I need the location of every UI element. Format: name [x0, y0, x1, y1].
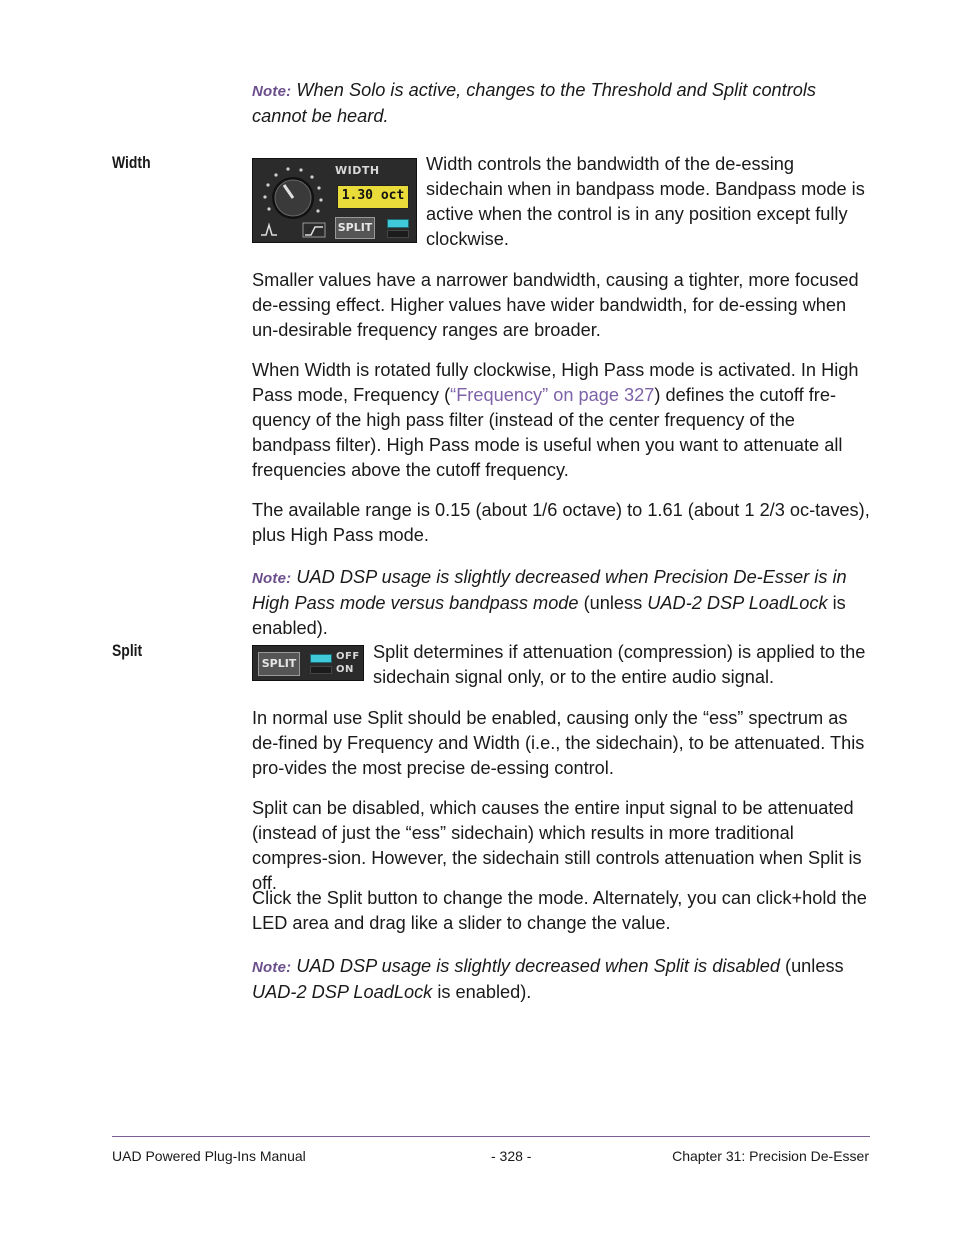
off-label: OFF [336, 651, 360, 662]
split-control-panel [252, 645, 364, 681]
footer-page-number: - 328 - [491, 1148, 532, 1164]
width-control-panel [252, 158, 417, 243]
footer-manual-title: UAD Powered Plug-Ins Manual [112, 1148, 306, 1164]
width-p2-text-a: When Width is rotated fully clockwise, High Pass mode is activated. In High Pass mode, Frequency ( [252, 360, 859, 405]
section-heading-width: Width [112, 153, 151, 172]
note-end: is enabled). [432, 982, 532, 1002]
width-knob-icon [257, 163, 331, 239]
split-paragraph-2: Split can be disabled, which causes the entire input signal to be attenuated (instead of just the “ess” sidechain) which results in more traditional compres-sion. However, the sidechain still controls attenuation when Split is off. [252, 798, 862, 893]
width-label: WIDTH [335, 164, 380, 177]
section-heading-split: Split [112, 641, 143, 660]
note-split-dsp [252, 954, 872, 1005]
note-mid: (unless [779, 956, 844, 976]
split-button[interactable]: SPLIT [258, 652, 300, 676]
note-end: is enabled). [252, 593, 846, 638]
split-led-off[interactable] [310, 666, 332, 674]
note-solo [252, 78, 872, 129]
width-p2-text-b: ) defines the cutoff fre-quency of the high pass filter (instead of the center frequency of the bandpass filter). High Pass mode is useful when you want to attenuate all frequencies above the cutoff frequency. [252, 385, 843, 480]
note-width-dsp [252, 565, 872, 641]
width-value-display: 1.30 oct [337, 185, 409, 209]
split-paragraph-1: In normal use Split should be enabled, causing only the “ess” spectrum as de-fined by Frequency and Width (i.e., the sidechain), to be attenuated. This pro-vides the most precise de-essing control. [252, 708, 865, 778]
note-italic-loadlock: UAD-2 DSP LoadLock [647, 593, 828, 613]
width-paragraph-3: The available range is 0.15 (about 1/6 octave) to 1.61 (about 1 2/3 oc-taves), plus High Pass mode. [252, 500, 870, 545]
split-intro: Split determines if attenuation (compression) is applied to the sidechain signal only, or to the entire audio signal. [373, 642, 866, 687]
note-text: When Solo is active, changes to the Threshold and Split controls cannot be heard. [252, 80, 817, 126]
note-label: Note: [252, 959, 292, 976]
width-paragraph-1: Smaller values have a narrower bandwidth, causing a tighter, more focused de-essing effect. Higher values have wider bandwidth, for de-essing when un-desirable frequency ranges are broader. [252, 270, 859, 340]
on-label: ON [336, 664, 354, 675]
split-led-on[interactable] [310, 654, 332, 663]
note-mid: (unless [578, 593, 648, 613]
width-intro: Width controls the bandwidth of the de-essing sidechain when in bandpass mode. Bandpass mode is active when the control is in any position except fully clockwise. [426, 154, 865, 249]
split-paragraph-3: Click the Split button to change the mode. Alternately, you can click+hold the LED area and drag like a slider to change the value. [252, 888, 867, 933]
split-led-off[interactable] [387, 230, 409, 238]
frequency-page-link[interactable]: “Frequency” on page 327 [450, 385, 655, 405]
note-label: Note: [252, 83, 292, 100]
note-italic: UAD DSP usage is slightly decreased when Split is disabled [296, 956, 780, 976]
note-italic-loadlock: UAD-2 DSP LoadLock [252, 982, 433, 1002]
width-paragraph-2 [252, 358, 872, 483]
footer-chapter: Chapter 31: Precision De-Esser [672, 1148, 869, 1164]
split-led-on[interactable] [387, 219, 409, 228]
split-button[interactable]: SPLIT [335, 217, 375, 239]
note-label: Note: [252, 570, 292, 587]
note-italic: UAD DSP usage is slightly decreased when Precision De-Esser is in High Pass mode versus bandpass mode [252, 567, 847, 613]
footer-divider [112, 1136, 870, 1137]
